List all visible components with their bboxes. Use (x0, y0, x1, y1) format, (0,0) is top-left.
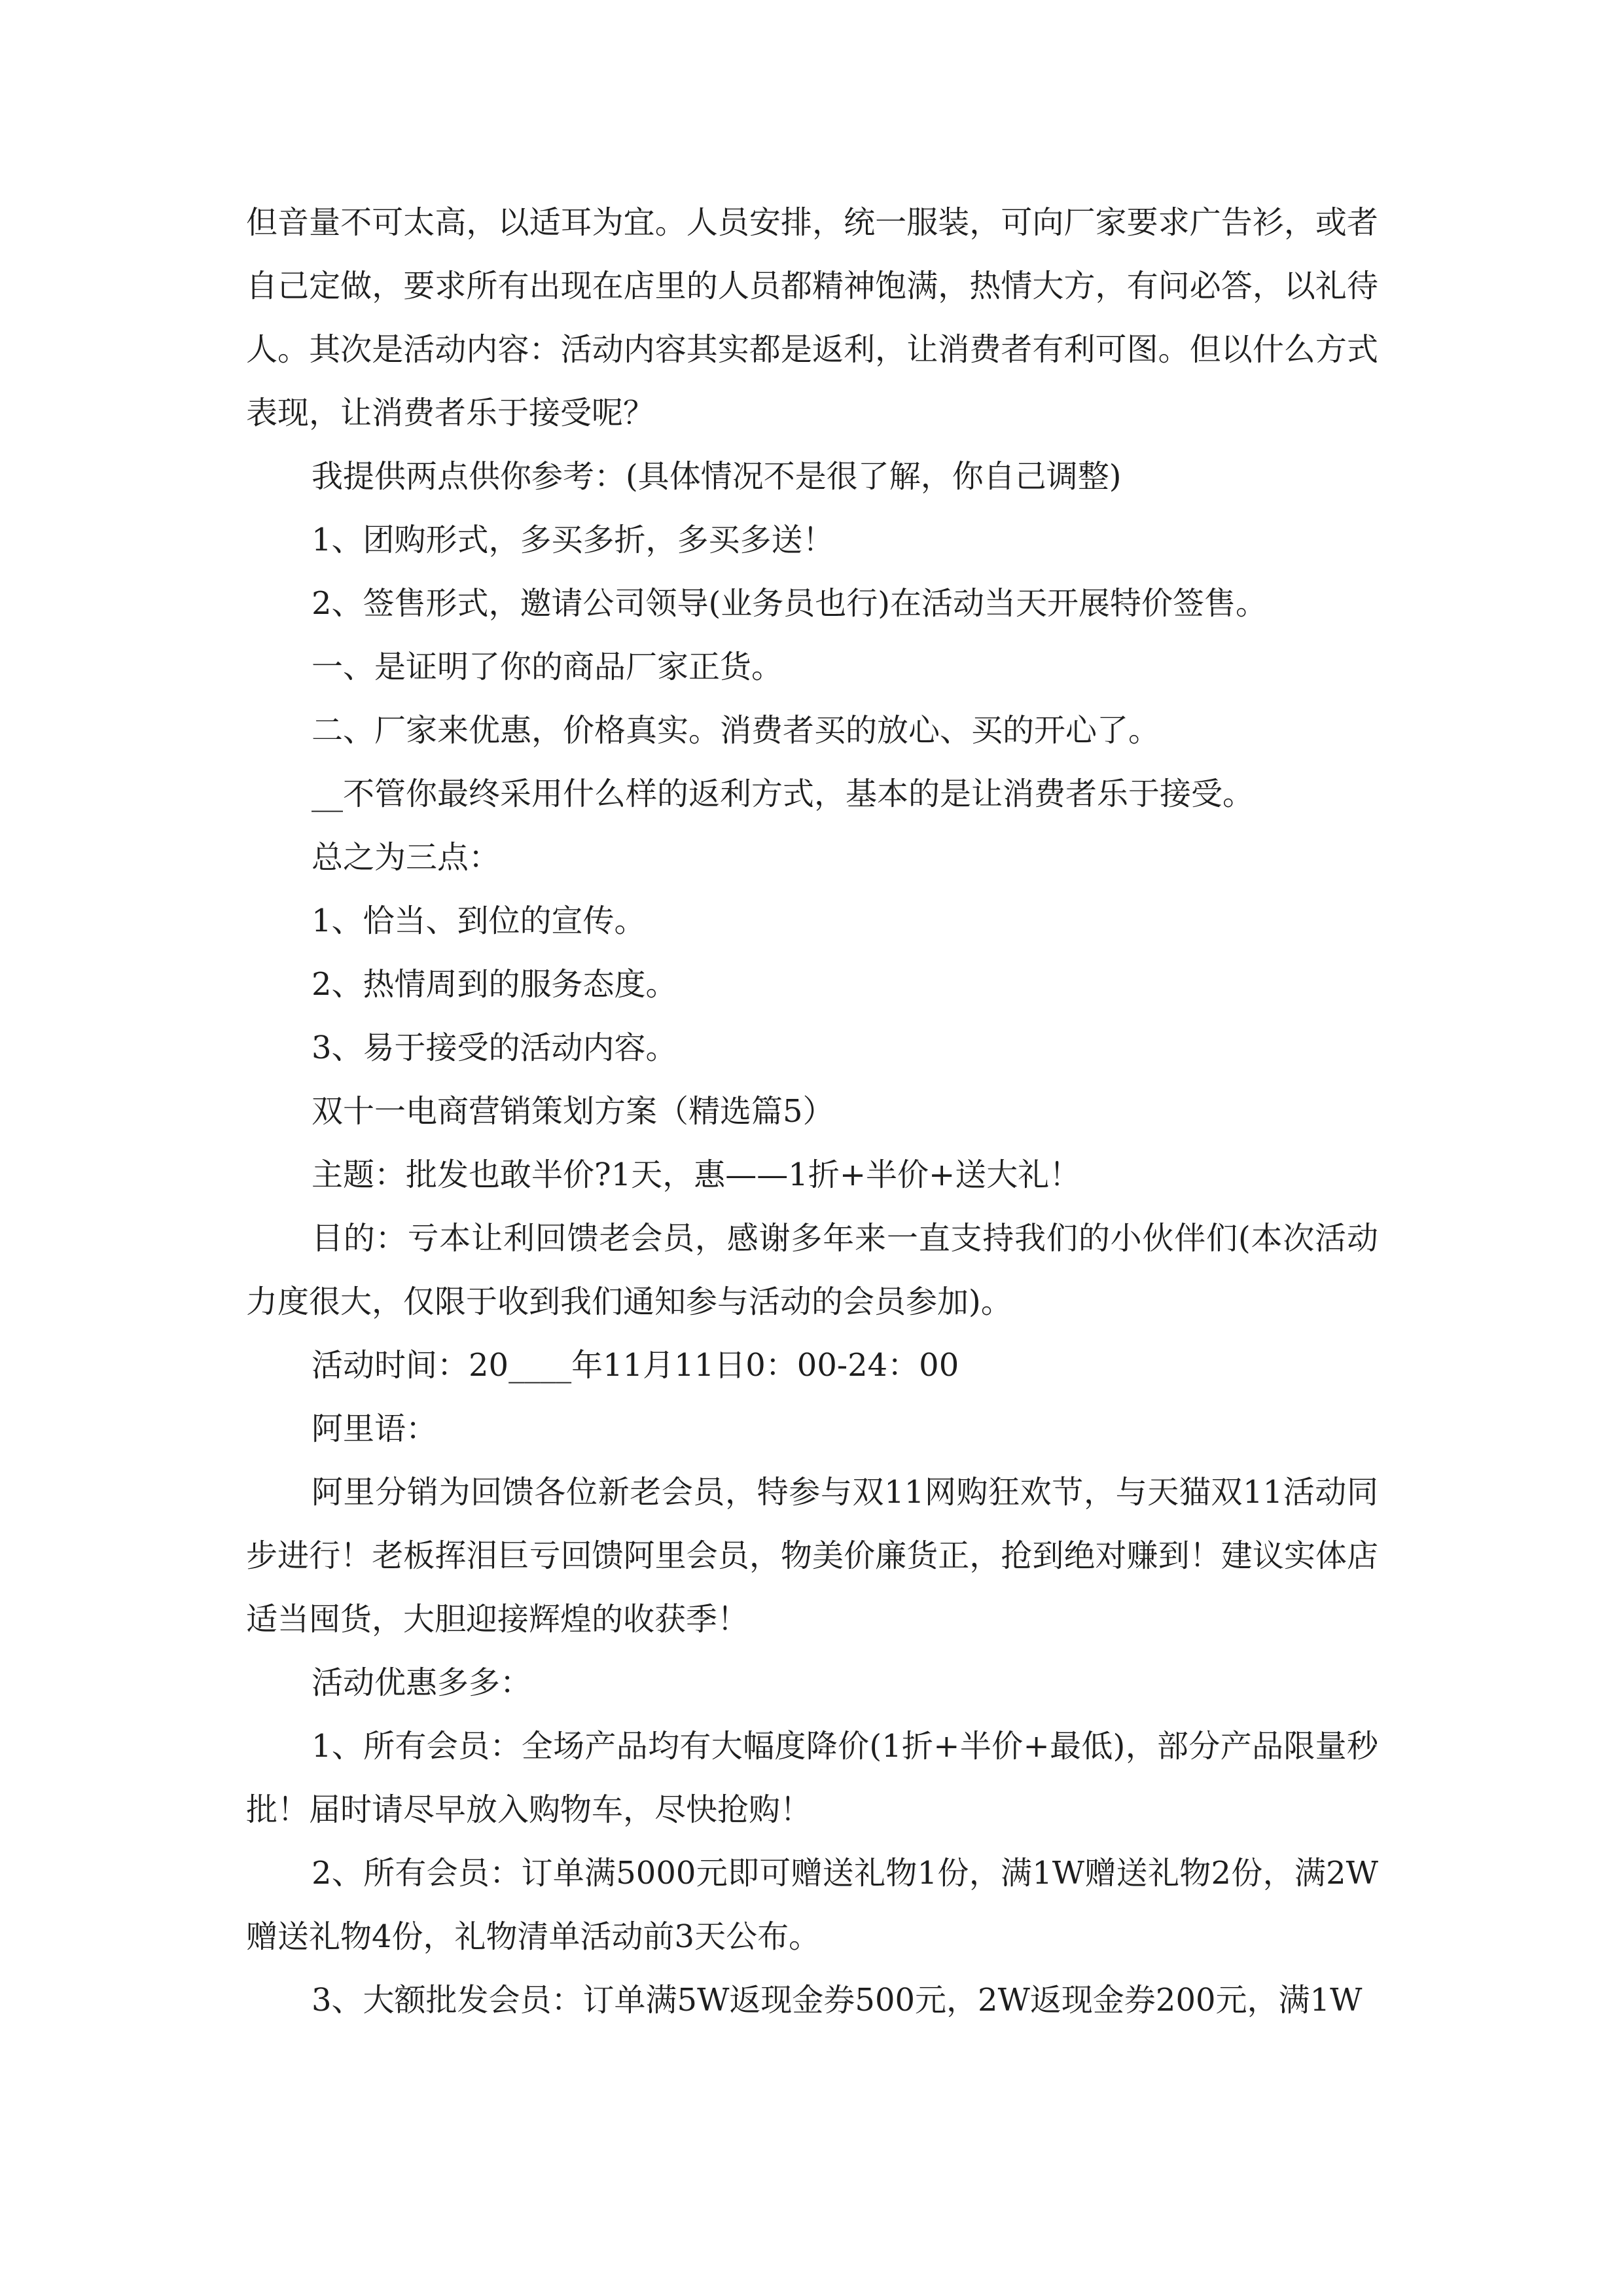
paragraph: 阿里分销为回馈各位新老会员，特参与双11网购狂欢节，与天猫双11活动同步进行！老板挥泪巨亏回馈阿里会员，物美价廉货正，抢到绝对赚到！建议实体店适当囤货，大胆迎接辉煌的收获季！ (246, 1474, 1378, 1638)
paragraph: 主题：批发也敢半价?1天，惠——1折+半价+送大礼！ (312, 1157, 1081, 1193)
list-item: 一、是证明了你的商品厂家正货。 (312, 649, 783, 685)
list-item: 2、热情周到的服务态度。 (312, 966, 677, 1003)
list-item: 1、所有会员：全场产品均有大幅度降价(1折+半价+最低)，部分产品限量秒批！届时请尽早放入购物车，尽快抢购！ (246, 1728, 1378, 1828)
paragraph: 活动优惠多多： (312, 1664, 532, 1701)
paragraph: __不管你最终采用什么样的返利方式，基本的是让消费者乐于接受。 (312, 776, 1255, 812)
list-item: 3、大额批发会员：订单满5W返现金券500元，2W返现金券200元，满1W (312, 1982, 1363, 2018)
list-item: 二、厂家来优惠，价格真实。消费者买的放心、买的开心了。 (312, 712, 1160, 749)
paragraph: 但音量不可太高，以适耳为宜。人员安排，统一服装，可向厂家要求广告衫，或者自己定做，要求所有出现在店里的人员都精神饱满，热情大方，有问必答，以礼待人。其次是活动内容：活动内容其实都是返利，让消费者有利可图。但以什么方式表现，让消费者乐于接受呢？ (246, 204, 1378, 431)
section-heading: 双十一电商营销策划方案（精选篇5） (312, 1093, 834, 1130)
list-item: 2、签售形式，邀请公司领导(业务员也行)在活动当天开展特价签售。 (312, 585, 1267, 622)
paragraph: 阿里语： (312, 1410, 438, 1447)
document-body (246, 191, 1378, 2032)
paragraph: 活动时间：20____年11月11日0：00-24：00 (312, 1347, 959, 1384)
list-item: 1、恰当、到位的宣传。 (312, 903, 646, 939)
list-item: 3、易于接受的活动内容。 (312, 1030, 677, 1066)
list-item: 2、所有会员：订单满5000元即可赠送礼物1份，满1W赠送礼物2份，满2W赠送礼物4份，礼物清单活动前3天公布。 (246, 1855, 1378, 1955)
paragraph: 目的：亏本让利回馈老会员，感谢多年来一直支持我们的小伙伴们(本次活动力度很大，仅限于收到我们通知参与活动的会员参加)。 (246, 1220, 1378, 1320)
paragraph: 我提供两点供你参考：(具体情况不是很了解，你自己调整) (312, 458, 1122, 495)
list-item: 1、团购形式，多买多折，多买多送！ (312, 522, 834, 558)
paragraph: 总之为三点： (312, 839, 501, 876)
